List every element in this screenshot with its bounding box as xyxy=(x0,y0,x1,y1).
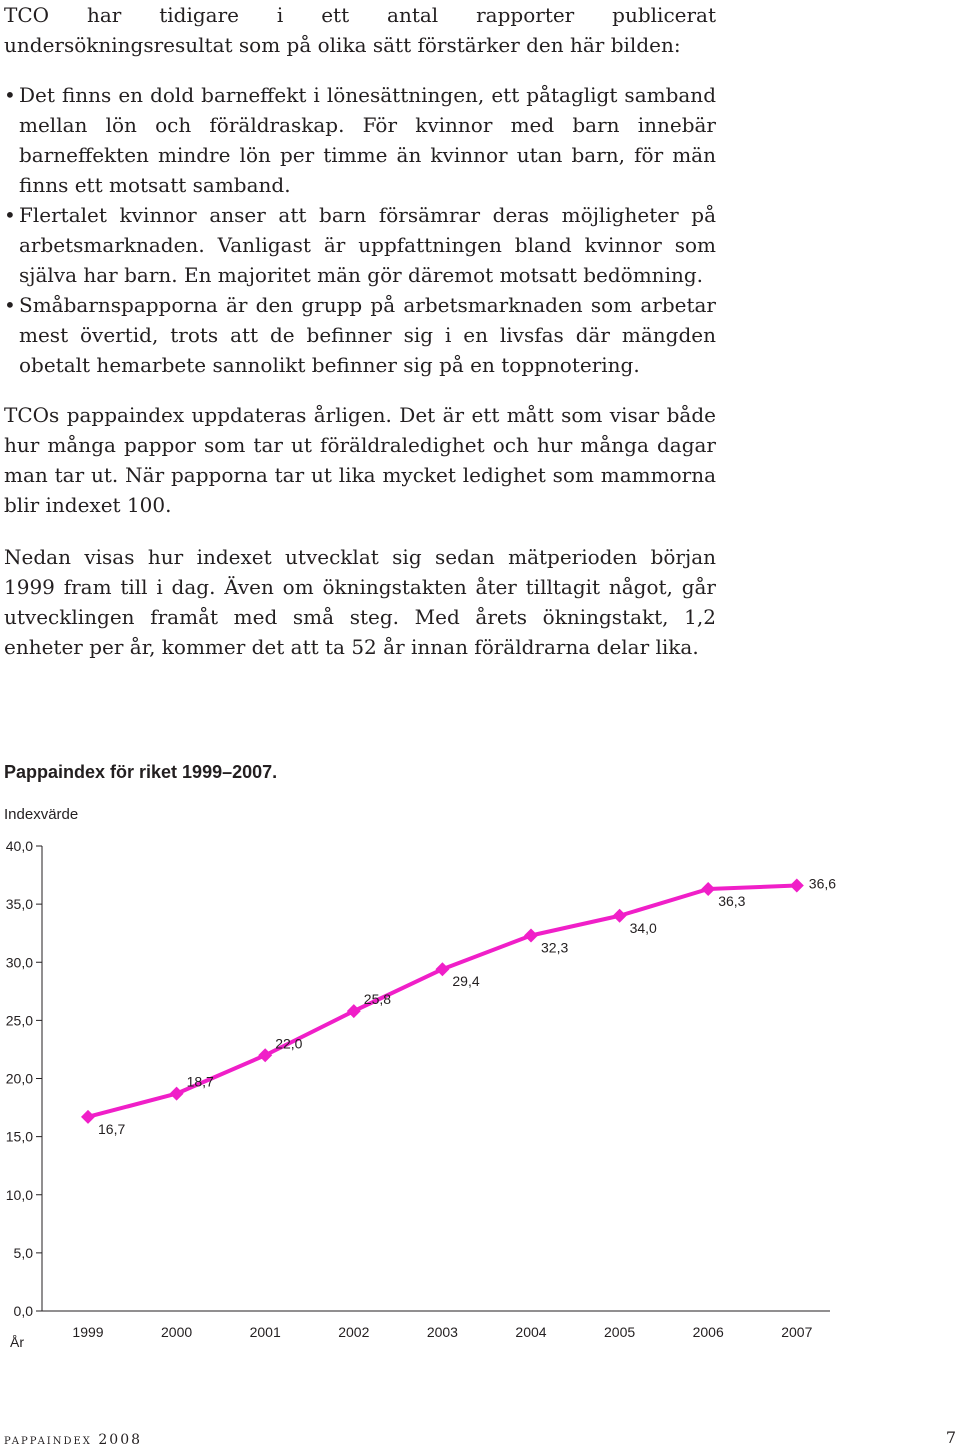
data-point-marker xyxy=(347,1004,361,1018)
data-label: 29,4 xyxy=(452,973,480,990)
x-tick-label: 2004 xyxy=(515,1324,547,1340)
x-tick-label: 2001 xyxy=(249,1324,281,1340)
x-tick-label: 2003 xyxy=(426,1324,458,1340)
y-axis-label: Indexvärde xyxy=(4,806,79,823)
bullet-item: • Flertalet kvinnor anser att barn försämrar deras möjligheter på arbetsmarknaden. Vanligast är uppfattningen bland kvinnor som själva har barn. En majoritet män gör däremot motsatt bedömning. xyxy=(4,200,716,290)
bullet-list xyxy=(4,80,716,380)
y-tick-label: 30,0 xyxy=(5,954,33,971)
pappaindex-paragraph: TCOs pappaindex uppdateras årligen. Det är ett mått som visar både hur många pappor som tar ut föräldraledighet och hur många dagar man tar ut. När papporna tar ut lika mycket ledighet som mammorna blir indexet 100. xyxy=(4,403,716,517)
x-axis-label: År xyxy=(10,1334,24,1350)
data-point-marker xyxy=(524,929,538,943)
data-labels xyxy=(98,876,836,1137)
development-paragraph: Nedan visas hur indexet utvecklat sig sedan mätperioden början 1999 fram till i dag. Även om ökningstakten åter tilltagit något, går utvecklingen framåt med små steg. Med årets ökningstakt, 1,2 enheter per år, kommer det att ta 52 år innan föräldrarna delar lika. xyxy=(4,545,716,659)
data-point-marker xyxy=(170,1087,184,1101)
data-label: 36,6 xyxy=(808,875,837,892)
chart-title: Pappaindex för riket 1999–2007. xyxy=(4,762,278,782)
data-label: 34,0 xyxy=(629,919,657,936)
x-tick-label: 2000 xyxy=(161,1324,193,1340)
data-point-marker xyxy=(790,879,804,893)
y-tick-label: 40,0 xyxy=(5,838,33,854)
data-point-marker xyxy=(81,1110,95,1124)
x-axis-ticks xyxy=(72,1324,812,1340)
page-number: 7 xyxy=(945,1428,956,1447)
chart-axes xyxy=(42,846,830,1311)
y-tick-label: 25,0 xyxy=(5,1012,33,1029)
data-point-marker xyxy=(435,962,449,976)
y-axis-ticks xyxy=(6,838,42,1319)
data-label: 25,8 xyxy=(363,991,392,1008)
data-label: 36,3 xyxy=(718,893,746,910)
data-label: 32,3 xyxy=(541,939,569,956)
x-tick-label: 2005 xyxy=(604,1324,636,1340)
line-chart xyxy=(0,830,960,1370)
intro-paragraph: TCO har tidigare i ett antal rapporter publicerat undersökningsresultat som på olika sätt förstärker den här bilden: xyxy=(4,3,716,57)
y-tick-label: 35,0 xyxy=(5,896,33,913)
y-tick-label: 0,0 xyxy=(13,1303,33,1319)
body-text xyxy=(4,0,716,662)
x-tick-label: 2006 xyxy=(692,1324,724,1340)
x-tick-label: 1999 xyxy=(72,1324,104,1340)
bullet-item: • Det finns en dold barneffekt i lönesättningen, ett påtagligt samband mellan lön och föräldraskap. För kvinnor med barn innebär barneffekten mindre lön per timme än kvinnor utan barn, för män finns ett motsatt samband. xyxy=(4,80,716,200)
y-tick-label: 20,0 xyxy=(5,1070,33,1087)
data-label: 22,0 xyxy=(275,1035,303,1052)
data-point-marker xyxy=(258,1048,272,1062)
x-tick-label: 2002 xyxy=(338,1324,370,1340)
bullet-item: • Småbarnspapporna är den grupp på arbetsmarknaden som arbetar mest övertid, trots att de befinner sig i en livsfas där mängden obetalt hemarbete sannolikt befinner sig på en toppnotering. xyxy=(4,290,716,380)
data-point-marker xyxy=(701,882,715,896)
y-tick-label: 10,0 xyxy=(5,1186,33,1203)
data-label: 16,7 xyxy=(98,1120,126,1137)
y-tick-label: 15,0 xyxy=(5,1128,33,1145)
data-point-marker xyxy=(613,909,627,923)
data-label: 18,7 xyxy=(186,1073,214,1090)
y-tick-label: 5,0 xyxy=(13,1244,33,1261)
footer-title: pappaindex 2008 xyxy=(4,1432,143,1448)
x-tick-label: 2007 xyxy=(781,1324,813,1340)
